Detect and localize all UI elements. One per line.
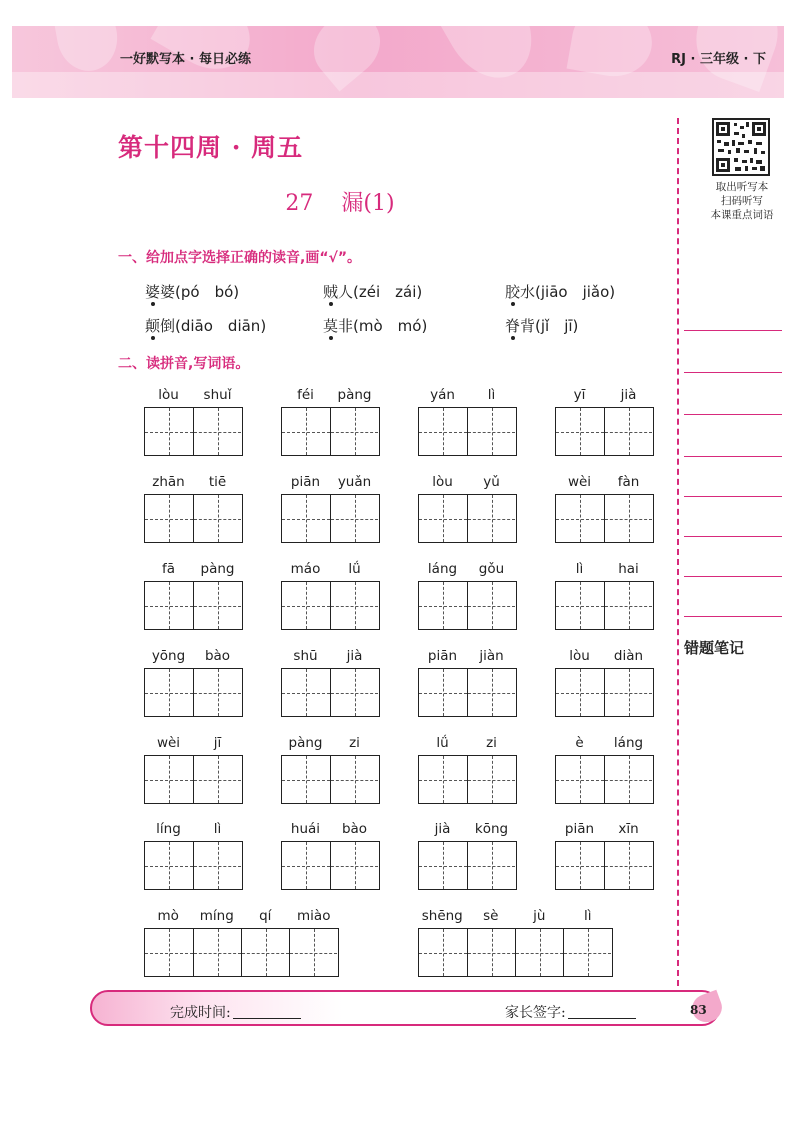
pinyin-syllable: bào <box>204 648 231 664</box>
item-options: (pó bó) <box>175 283 240 301</box>
pinyin-syllable: lì <box>213 821 222 837</box>
completion-time-label: 完成时间: <box>170 1005 231 1021</box>
writing-cell[interactable] <box>145 582 193 629</box>
page-number: 83 <box>690 1003 707 1017</box>
writing-cell[interactable] <box>467 582 515 629</box>
pinyin-syllable: sè <box>483 908 499 924</box>
pinyin-syllable: lì <box>487 387 496 403</box>
writing-cell[interactable] <box>419 756 467 803</box>
item-options: (zéi zái) <box>353 283 423 301</box>
writing-cell[interactable] <box>419 582 467 629</box>
note-line <box>684 496 782 497</box>
writing-grid[interactable] <box>555 581 654 630</box>
pinyin-syllable: láng <box>613 735 644 751</box>
writing-cell[interactable] <box>556 756 604 803</box>
pinyin-syllable: miào <box>297 908 331 924</box>
pinyin-row <box>555 474 653 492</box>
pinyin-row <box>418 387 516 405</box>
emphasis-dot <box>329 302 333 306</box>
pinyin-syllable: piān <box>427 648 458 664</box>
writing-cell[interactable] <box>330 495 378 542</box>
writing-grid[interactable] <box>281 841 380 890</box>
pinyin-syllable: gǒu <box>478 561 505 577</box>
pinyin-syllable: lì <box>583 908 592 924</box>
writing-grid[interactable] <box>555 841 654 890</box>
pinyin-syllable: lòu <box>432 474 453 490</box>
lesson-title <box>0 186 680 217</box>
pinyin-syllable: zi <box>486 735 497 751</box>
pinyin-row <box>555 821 653 839</box>
note-line <box>684 536 782 537</box>
writing-grid[interactable] <box>418 494 517 543</box>
pinyin-row <box>144 821 242 839</box>
writing-cell[interactable] <box>282 756 330 803</box>
writing-cell[interactable] <box>282 408 330 455</box>
writing-grid[interactable] <box>144 668 243 717</box>
emphasis-dot <box>329 336 333 340</box>
note-line <box>684 616 782 617</box>
qr-code-icon[interactable] <box>712 118 770 176</box>
pinyin-syllable: pàng <box>200 561 235 577</box>
item-options: (jǐ jī) <box>535 317 579 335</box>
pinyin-syllable: pàng <box>337 387 372 403</box>
pinyin-row <box>144 387 242 405</box>
writing-grid[interactable] <box>144 407 243 456</box>
writing-cell[interactable] <box>467 495 515 542</box>
pinyin-syllable: láng <box>427 561 458 577</box>
pinyin-row <box>281 387 379 405</box>
pinyin-row <box>144 648 242 666</box>
writing-cell[interactable] <box>330 408 378 455</box>
section2-heading: 二、读拼音,写词语。 <box>118 356 250 372</box>
pinyin-row <box>281 561 379 579</box>
writing-cell[interactable] <box>193 495 241 542</box>
pinyin-syllable: piān <box>290 474 321 490</box>
pinyin-syllable: zi <box>349 735 360 751</box>
writing-cell[interactable] <box>145 756 193 803</box>
writing-cell[interactable] <box>145 669 193 716</box>
writing-cell[interactable] <box>330 842 378 889</box>
pinyin-syllable: lì <box>575 561 584 577</box>
writing-grid[interactable] <box>144 494 243 543</box>
writing-grid[interactable] <box>418 755 517 804</box>
writing-cell[interactable] <box>193 669 241 716</box>
writing-cell[interactable] <box>419 669 467 716</box>
grade-label: RJ · 三年级 · 下 <box>671 52 766 67</box>
writing-cell[interactable] <box>515 929 563 976</box>
pinyin-syllable: jiàn <box>479 648 504 664</box>
pinyin-syllable: yán <box>430 387 455 403</box>
writing-cell[interactable] <box>604 582 652 629</box>
writing-grid[interactable] <box>144 928 339 977</box>
notes-label: 错题笔记 <box>684 639 745 657</box>
item-word: 胶水 <box>505 283 536 301</box>
pinyin-syllable: huái <box>290 821 321 837</box>
note-line <box>684 330 782 331</box>
writing-cell[interactable] <box>604 495 652 542</box>
pinyin-syllable: è <box>575 735 584 751</box>
pinyin-syllable: shēng <box>421 908 463 924</box>
pinyin-syllable: wèi <box>567 474 592 490</box>
writing-cell[interactable] <box>467 408 515 455</box>
writing-cell[interactable] <box>556 842 604 889</box>
item-options: (jiāo jiǎo) <box>535 283 616 301</box>
pinyin-syllable: wèi <box>156 735 181 751</box>
section1-heading: 一、给加点字选择正确的读音,画“√”。 <box>118 250 362 266</box>
pinyin-syllable: bào <box>341 821 368 837</box>
pronunciation-item <box>323 281 422 302</box>
writing-grid[interactable] <box>144 581 243 630</box>
writing-grid[interactable] <box>144 755 243 804</box>
writing-cell[interactable] <box>330 582 378 629</box>
writing-grid[interactable] <box>418 928 613 977</box>
item-word: 贼人 <box>323 283 354 301</box>
writing-grid[interactable] <box>281 494 380 543</box>
writing-grid[interactable] <box>281 407 380 456</box>
writing-cell[interactable] <box>467 842 515 889</box>
pinyin-syllable: jià <box>434 821 451 837</box>
writing-grid[interactable] <box>281 581 380 630</box>
pronunciation-item <box>505 315 578 336</box>
writing-cell[interactable] <box>193 582 241 629</box>
pinyin-syllable: féi <box>297 387 314 403</box>
qr-caption-line: 取出听写本 <box>715 181 769 193</box>
pinyin-syllable: míng <box>199 908 234 924</box>
pinyin-syllable: xīn <box>618 821 639 837</box>
pinyin-syllable: fā <box>161 561 176 577</box>
writing-cell[interactable] <box>604 669 652 716</box>
completion-time <box>170 1002 301 1022</box>
writing-cell[interactable] <box>467 929 515 976</box>
pinyin-syllable: fàn <box>617 474 640 490</box>
pinyin-syllable: lǘ <box>436 735 449 751</box>
pinyin-syllable: diàn <box>613 648 644 664</box>
qr-caption-line: 扫码听写 <box>721 195 763 207</box>
margin-divider <box>677 118 679 986</box>
writing-grid[interactable] <box>555 755 654 804</box>
lesson-number: 27 <box>285 191 314 216</box>
pinyin-row <box>418 648 516 666</box>
note-line <box>684 576 782 577</box>
writing-cell[interactable] <box>289 929 337 976</box>
writing-cell[interactable] <box>145 495 193 542</box>
pinyin-syllable: jī <box>213 735 222 751</box>
pinyin-syllable: líng <box>156 821 181 837</box>
lesson-name: 漏(1) <box>341 191 395 216</box>
pinyin-syllable: lòu <box>158 387 179 403</box>
pinyin-syllable: shuǐ <box>203 387 232 403</box>
writing-cell[interactable] <box>145 408 193 455</box>
qr-caption-line: 本课重点词语 <box>710 209 774 221</box>
writing-grid[interactable] <box>418 668 517 717</box>
pinyin-row <box>555 561 653 579</box>
note-line <box>684 456 782 457</box>
writing-grid[interactable] <box>555 668 654 717</box>
pinyin-syllable: yī <box>573 387 586 403</box>
writing-cell[interactable] <box>193 842 241 889</box>
item-options: (diāo diān) <box>175 317 267 335</box>
writing-cell[interactable] <box>467 756 515 803</box>
writing-cell[interactable] <box>604 842 652 889</box>
completion-time-field[interactable] <box>233 1018 301 1019</box>
pinyin-syllable: lòu <box>569 648 590 664</box>
writing-cell[interactable] <box>563 929 611 976</box>
pinyin-row <box>144 908 338 926</box>
writing-grid[interactable] <box>281 755 380 804</box>
writing-grid[interactable] <box>144 841 243 890</box>
pinyin-syllable: pàng <box>288 735 323 751</box>
writing-cell[interactable] <box>145 929 193 976</box>
writing-cell[interactable] <box>282 842 330 889</box>
pinyin-syllable: hai <box>618 561 639 577</box>
pinyin-row <box>418 908 612 926</box>
writing-grid[interactable] <box>418 841 517 890</box>
pinyin-row <box>144 561 242 579</box>
pronunciation-item <box>505 281 615 302</box>
emphasis-dot <box>511 336 515 340</box>
book-title: 一好默写本 · 每日必练 <box>120 52 251 67</box>
writing-cell[interactable] <box>193 756 241 803</box>
pinyin-syllable: jià <box>346 648 363 664</box>
writing-cell[interactable] <box>556 669 604 716</box>
writing-grid[interactable] <box>418 407 517 456</box>
writing-cell[interactable] <box>330 756 378 803</box>
item-options: (mò mó) <box>353 317 428 335</box>
emphasis-dot <box>151 302 155 306</box>
item-word: 颠倒 <box>145 317 176 335</box>
item-word: 莫非 <box>323 317 354 335</box>
pinyin-row <box>555 735 653 753</box>
pinyin-row <box>281 474 379 492</box>
pinyin-row <box>555 648 653 666</box>
signature-field[interactable] <box>568 1018 636 1019</box>
pronunciation-item <box>145 315 266 336</box>
pinyin-syllable: kōng <box>474 821 509 837</box>
writing-cell[interactable] <box>282 669 330 716</box>
writing-cell[interactable] <box>193 929 241 976</box>
writing-cell[interactable] <box>419 495 467 542</box>
writing-cell[interactable] <box>556 408 604 455</box>
writing-grid[interactable] <box>418 581 517 630</box>
pinyin-row <box>555 387 653 405</box>
pronunciation-item <box>323 315 427 336</box>
pinyin-syllable: piān <box>564 821 595 837</box>
writing-cell[interactable] <box>419 929 467 976</box>
emphasis-dot <box>511 302 515 306</box>
pinyin-syllable: mò <box>157 908 179 924</box>
pinyin-syllable: jià <box>620 387 637 403</box>
pinyin-syllable: shū <box>293 648 318 664</box>
pinyin-row <box>418 735 516 753</box>
pinyin-syllable: yuǎn <box>337 474 372 490</box>
pinyin-syllable: yǔ <box>483 474 500 490</box>
pinyin-syllable: tiē <box>208 474 227 490</box>
writing-cell[interactable] <box>467 669 515 716</box>
pinyin-row <box>418 821 516 839</box>
writing-cell[interactable] <box>604 408 652 455</box>
qr-caption <box>692 180 792 222</box>
writing-cell[interactable] <box>330 669 378 716</box>
pinyin-row <box>144 474 242 492</box>
pinyin-syllable: jù <box>533 908 546 924</box>
writing-grid[interactable] <box>555 494 654 543</box>
pronunciation-item <box>145 281 239 302</box>
pinyin-row <box>281 821 379 839</box>
pinyin-row <box>281 735 379 753</box>
pinyin-syllable: zhān <box>152 474 185 490</box>
writing-cell[interactable] <box>282 495 330 542</box>
note-line <box>684 372 782 373</box>
writing-grid[interactable] <box>281 668 380 717</box>
writing-cell[interactable] <box>145 842 193 889</box>
signature-label: 家长签字: <box>505 1005 566 1021</box>
writing-grid[interactable] <box>555 407 654 456</box>
writing-cell[interactable] <box>419 842 467 889</box>
pinyin-row <box>144 735 242 753</box>
item-word: 婆婆 <box>145 283 176 301</box>
writing-cell[interactable] <box>604 756 652 803</box>
pinyin-row <box>418 474 516 492</box>
writing-cell[interactable] <box>419 408 467 455</box>
writing-cell[interactable] <box>556 582 604 629</box>
note-line <box>684 414 782 415</box>
pinyin-row <box>281 648 379 666</box>
writing-cell[interactable] <box>282 582 330 629</box>
pinyin-syllable: qí <box>259 908 272 924</box>
parent-signature <box>505 1002 636 1022</box>
writing-cell[interactable] <box>241 929 289 976</box>
item-word: 脊背 <box>505 317 536 335</box>
emphasis-dot <box>151 336 155 340</box>
pinyin-syllable: yōng <box>151 648 186 664</box>
pinyin-syllable: lǘ <box>348 561 361 577</box>
pinyin-row <box>418 561 516 579</box>
pinyin-syllable: máo <box>290 561 321 577</box>
writing-cell[interactable] <box>193 408 241 455</box>
week-title: 第十四周 · 周五 <box>118 133 304 162</box>
writing-cell[interactable] <box>556 495 604 542</box>
